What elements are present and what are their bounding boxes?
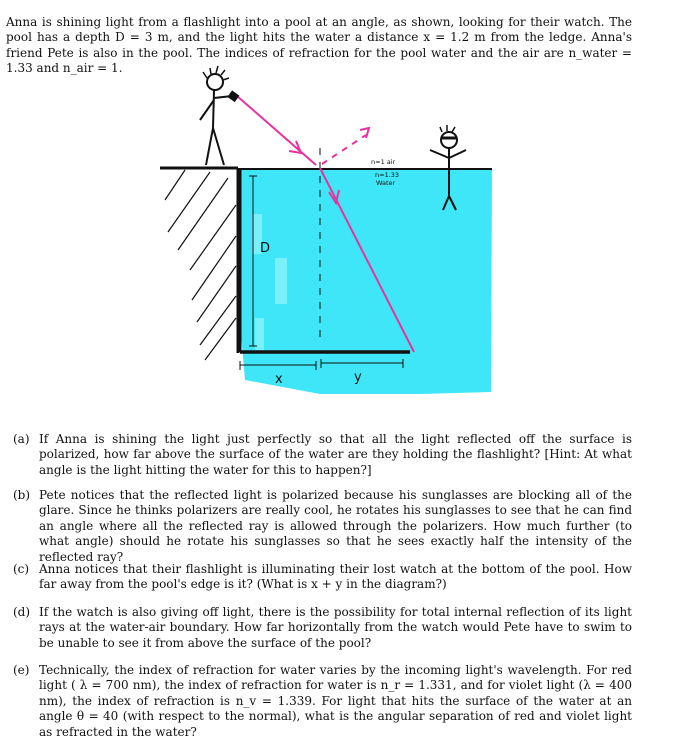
question-b-text: Pete notices that the reflected light is polarized because his sunglasses are blocking all of the glare. Since he thinks polarizers are really cool, he rotates his sunglasses to see that he can find an angle where all the reflected ray is allowed through the polarizers. How much further (to what angle) should he rotate his sunglasses so that he sees exactly half the intensity of the reflected ray? bbox=[39, 488, 632, 564]
question-e-text: Technically, the index of refraction for water varies by the incoming light's wavelength. For red light ( λ = 700 nm), the index of refraction for water is n_r = 1.331, and for violet light (λ = 400 nm), the index of refraction is n_v = 1.339. For light that hits the surface of the water at an angle θ = 40 (with respect to the normal), what is the angular separation of red and violet light as refracted in the water? bbox=[39, 663, 632, 739]
water-label: Water bbox=[376, 179, 396, 187]
question-b bbox=[6, 488, 632, 565]
cliff-hatching bbox=[165, 170, 236, 360]
flashlight-icon bbox=[227, 90, 239, 102]
question-a-label: (a) bbox=[13, 432, 30, 446]
question-b-label: (b) bbox=[13, 488, 31, 502]
question-e bbox=[6, 663, 632, 740]
problem-intro: Anna is shining light from a flashlight into a pool at an angle, as shown, looking for their watch. The pool has a depth D = 3 m, and the light hits the water a distance x = 1.2 m from the ledge. Anna's friend Pete is also in the pool. The indices of refraction for the pool water and the air are n_water = 1.33 and n_air = 1. bbox=[6, 15, 632, 76]
water-index-label: n=1.33 bbox=[375, 171, 400, 179]
question-c-text: Anna notices that their flashlight is illuminating their lost watch at the bottom of the pool. How far away from the pool's edge is it? (What is x + y in the diagram?) bbox=[39, 562, 632, 592]
question-a-text: If Anna is shining the light just perfectly so that all the light reflected off the surface is polarized, how far above the surface of the water are they holding the flashlight? [Hint: At what angle is the light hitting the water for this to happen?] bbox=[39, 432, 632, 477]
depth-label: D bbox=[260, 241, 271, 256]
anna-figure bbox=[200, 66, 232, 165]
question-e-label: (e) bbox=[13, 663, 30, 677]
water-highlight-3 bbox=[255, 318, 264, 352]
question-d-text: If the watch is also giving off light, there is the possibility for total internal reflection of its light rays at the water-air boundary. How far horizontally from the watch would Pete have to swim to be unable to see it from above the surface of the pool? bbox=[39, 605, 632, 650]
question-d-label: (d) bbox=[13, 605, 31, 619]
question-c bbox=[6, 562, 632, 593]
reflected-ray bbox=[322, 135, 366, 164]
air-label: n=1 air bbox=[371, 158, 396, 166]
question-c-label: (c) bbox=[13, 562, 30, 576]
question-d bbox=[6, 605, 632, 651]
x-label: x bbox=[275, 372, 283, 387]
y-label: y bbox=[354, 370, 362, 385]
question-a bbox=[6, 432, 632, 478]
water-highlight-2 bbox=[275, 258, 287, 304]
incident-ray bbox=[237, 96, 316, 165]
pool-diagram bbox=[0, 62, 681, 397]
